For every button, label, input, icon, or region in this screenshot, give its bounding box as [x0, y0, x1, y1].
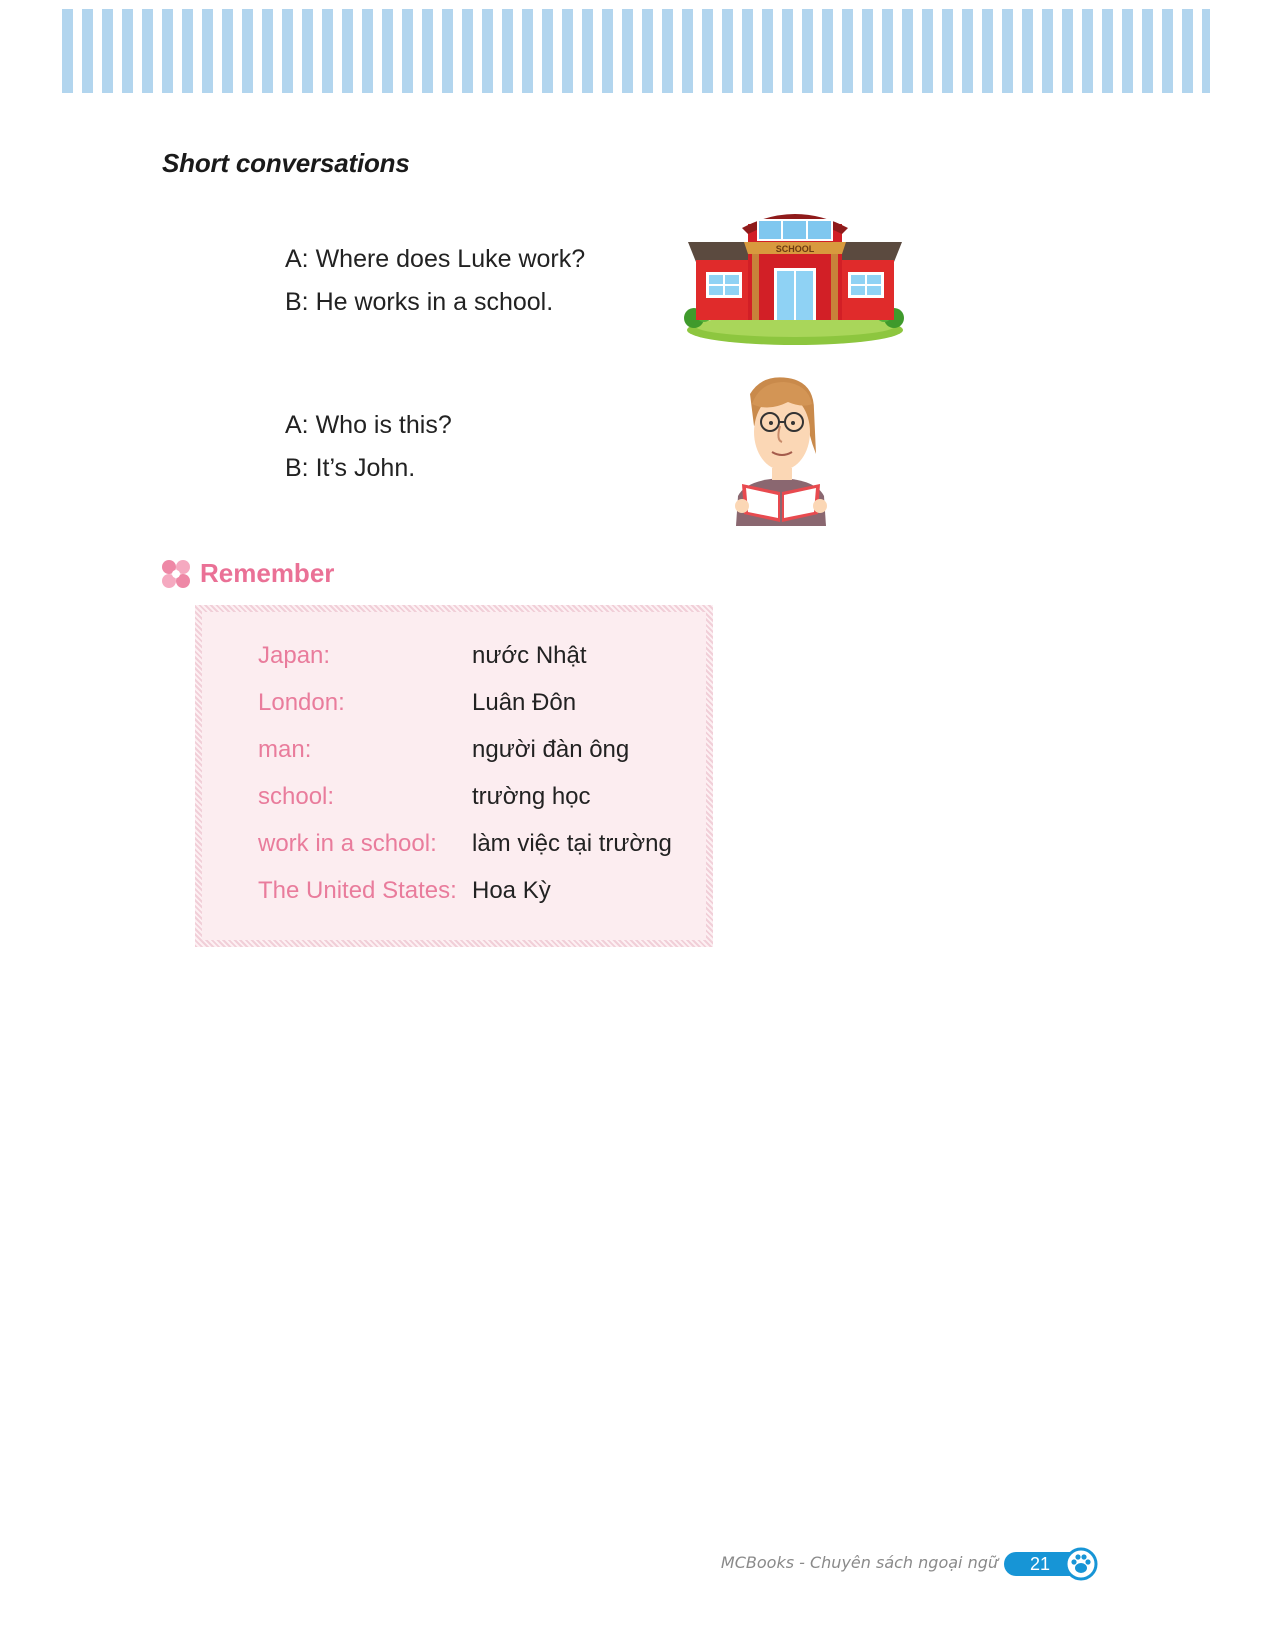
school-sign-text: SCHOOL [775, 244, 815, 254]
man-reading-illustration [728, 374, 834, 526]
section-title: Short conversations [162, 148, 410, 178]
conversation-line: B: It’s John. [285, 454, 416, 482]
vocab-meaning: làm việc tại trường [472, 830, 672, 857]
vocab-meaning: Hoa Kỳ [472, 877, 551, 904]
vocab-row [202, 730, 706, 770]
vocab-term: Japan: [258, 642, 331, 669]
header-stripes [62, 9, 1210, 93]
conversation-line: B: He works in a school. [285, 288, 554, 316]
vocab-row [202, 636, 706, 676]
vocab-term: London: [258, 689, 345, 716]
vocab-term: work in a school: [258, 830, 437, 857]
conversation-line: A: Where does Luke work? [285, 245, 586, 273]
vocab-meaning: trường học [472, 783, 591, 810]
vocab-term: The United States: [258, 877, 457, 904]
vocab-row [202, 871, 706, 911]
vocab-meaning: Luân Đôn [472, 689, 577, 716]
school-building-illustration [682, 206, 908, 348]
page-footer [700, 1545, 1100, 1585]
conversation-1 [285, 238, 585, 324]
vocabulary-box [195, 605, 713, 947]
page-number: 21 [1004, 1552, 1076, 1576]
vocab-meaning: người đàn ông [472, 736, 630, 763]
publisher-text: MCBooks - Chuyên sách ngoại ngữ [720, 1553, 998, 1572]
conversation-line: A: Who is this? [285, 411, 452, 439]
vocab-meaning: nước Nhật [472, 642, 587, 669]
vocab-term: man: [258, 736, 312, 763]
vocab-row [202, 824, 706, 864]
vocab-row [202, 777, 706, 817]
remember-title: Remember [200, 558, 335, 588]
vocab-row [202, 683, 706, 723]
paw-icon [1064, 1547, 1098, 1581]
vocab-term: school: [258, 783, 335, 810]
conversation-2 [285, 404, 452, 490]
flower-icon [160, 558, 192, 590]
